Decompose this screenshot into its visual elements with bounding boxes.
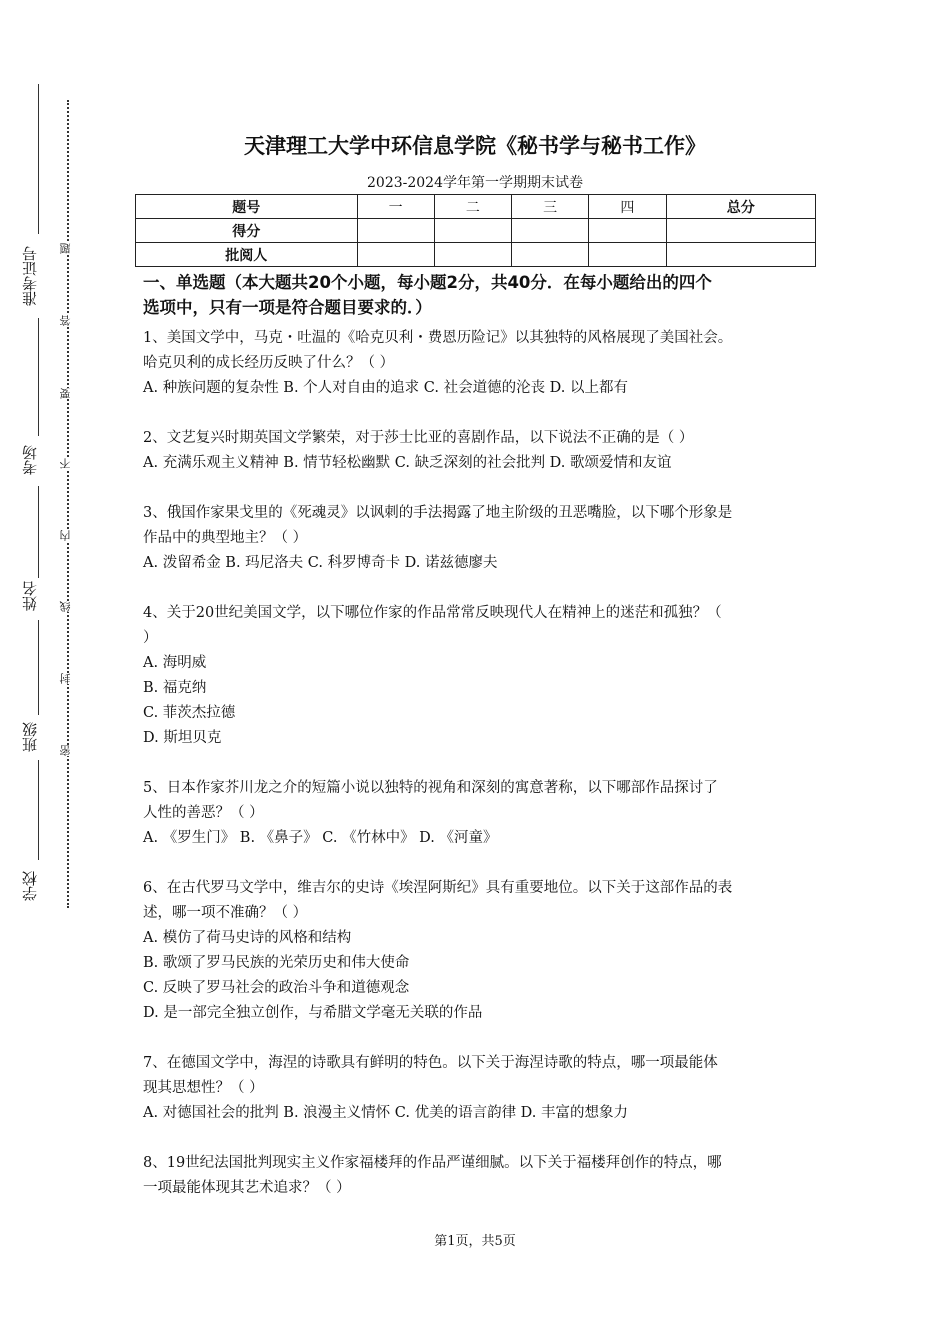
row-label-grader: 批阅人 [136, 243, 358, 267]
option-a: A. 模仿了荷马史诗的风格和结构 [143, 930, 352, 946]
table-cell [666, 219, 815, 243]
question-1 [143, 326, 813, 401]
table-cell [512, 219, 589, 243]
class-label: 班级 [21, 722, 39, 752]
option-d: D. 是一部完全独立创作，与希腊文学毫无关联的作品 [143, 1005, 483, 1021]
page-footer: 第1页，共5页 [434, 1234, 516, 1249]
question-stem: 现其思想性？（ ） [143, 1080, 264, 1096]
table-header-cell: 一 [357, 195, 434, 219]
binding-line [38, 620, 39, 715]
score-table [135, 194, 816, 267]
seal-char: 密 [60, 745, 76, 756]
question-stem: 2、文艺复兴时期英国文学繁荣，对于莎士比亚的喜剧作品，以下说法不正确的是（ ） [143, 430, 694, 446]
option-c: C. 反映了罗马社会的政治斗争和道德观念 [143, 980, 410, 996]
table-cell [357, 243, 434, 267]
question-stem: 述，哪一项不准确？（ ） [143, 905, 308, 921]
table-header-cell: 二 [434, 195, 511, 219]
table-cell [666, 243, 815, 267]
seal-char: 线 [60, 601, 76, 612]
table-header-cell: 四 [589, 195, 666, 219]
question-stem: 人性的善恶？（ ） [143, 805, 264, 821]
section-heading: 一、单选题（本大题共20个小题，每小题2分，共40分．在每小题给出的四个 [143, 273, 712, 292]
question-2 [143, 426, 813, 476]
question-options: A. 对德国社会的批判 B. 浪漫主义情怀 C. 优美的语言韵律 D. 丰富的想象力 [143, 1105, 629, 1121]
table-cell [434, 219, 511, 243]
seal-char: 不 [60, 458, 76, 469]
exam-content [143, 270, 813, 1201]
question-4 [143, 601, 813, 751]
question-options: A. 《罗生门》 B. 《鼻子》 C. 《竹林中》 D. 《河童》 [143, 830, 498, 846]
binding-line [38, 318, 39, 436]
exam-title: 天津理工大学中环信息学院《秘书学与秘书工作》 [244, 134, 706, 158]
binding-margin [18, 80, 88, 940]
question-8 [143, 1151, 813, 1201]
question-6 [143, 876, 813, 1026]
table-header-cell: 总分 [666, 195, 815, 219]
question-5 [143, 776, 813, 851]
exam-subtitle: 2023-2024学年第一学期期末试卷 [367, 175, 583, 191]
question-3 [143, 501, 813, 576]
section-heading: 选项中，只有一项是符合题目要求的．） [143, 298, 432, 317]
binding-line [38, 760, 39, 860]
row-label-score: 得分 [136, 219, 358, 243]
table-header-cell: 题号 [136, 195, 358, 219]
exam-number-label: 准考证号 [21, 246, 39, 306]
question-options: A. 泼留希金 B. 玛尼洛夫 C. 科罗博奇卡 D. 诺兹德廖夫 [143, 555, 498, 571]
question-options: A. 充满乐观主义精神 B. 情节轻松幽默 C. 缺乏深刻的社会批判 D. 歌颂爱情和友谊 [143, 455, 672, 471]
seal-char: 封 [60, 673, 76, 684]
seal-char: 内 [60, 530, 76, 541]
table-cell [589, 243, 666, 267]
table-cell [512, 243, 589, 267]
exam-room-label: 考场 [21, 445, 39, 475]
seal-char: 答 [60, 315, 76, 326]
option-a: A. 海明威 [143, 655, 207, 671]
school-label: 学校 [21, 871, 39, 901]
question-stem: 7、在德国文学中，海涅的诗歌具有鲜明的特色。以下关于海涅诗歌的特点，哪一项最能体 [143, 1055, 718, 1071]
name-label: 姓名 [21, 581, 39, 611]
table-cell [434, 243, 511, 267]
table-cell [589, 219, 666, 243]
question-stem: 一项最能体现其艺术追求？（ ） [143, 1180, 351, 1196]
option-d: D. 斯坦贝克 [143, 730, 222, 746]
table-header-cell: 三 [512, 195, 589, 219]
table-row [136, 243, 816, 267]
question-options: A. 种族问题的复杂性 B. 个人对自由的追求 C. 社会道德的沦丧 D. 以上都有 [143, 380, 629, 396]
table-header-row [136, 195, 816, 219]
question-stem: 3、俄国作家果戈里的《死魂灵》以讽刺的手法揭露了地主阶级的丑恶嘴脸，以下哪个形象是 [143, 505, 733, 521]
option-c: C. 菲茨杰拉德 [143, 705, 236, 721]
seal-dotted-line [67, 100, 69, 908]
table-row [136, 219, 816, 243]
question-stem: 1、美国文学中，马克・吐温的《哈克贝利・费恩历险记》以其独特的风格展现了美国社会。 [143, 330, 733, 346]
question-7 [143, 1051, 813, 1126]
question-stem: 5、日本作家芥川龙之介的短篇小说以独特的视角和深刻的寓意著称，以下哪部作品探讨了 [143, 780, 718, 796]
option-b: B. 歌颂了罗马民族的光荣历史和伟大使命 [143, 955, 410, 971]
question-stem: 6、在古代罗马文学中，维吉尔的史诗《埃涅阿斯纪》具有重要地位。以下关于这部作品的表 [143, 880, 733, 896]
seal-char: 题 [60, 243, 76, 254]
seal-char: 要 [60, 388, 76, 399]
question-stem: 4、关于20世纪美国文学，以下哪位作家的作品常常反映现代人在精神上的迷茫和孤独？（ [143, 605, 722, 621]
binding-line [38, 486, 39, 578]
question-stem: 哈克贝利的成长经历反映了什么？（ ） [143, 355, 395, 371]
question-stem: 8、19世纪法国批判现实主义作家福楼拜的作品严谨细腻。以下关于福楼拜创作的特点，哪 [143, 1155, 722, 1171]
table-cell [357, 219, 434, 243]
question-stem: 作品中的典型地主？（ ） [143, 530, 308, 546]
option-b: B. 福克纳 [143, 680, 207, 696]
question-stem: ） [143, 630, 158, 646]
